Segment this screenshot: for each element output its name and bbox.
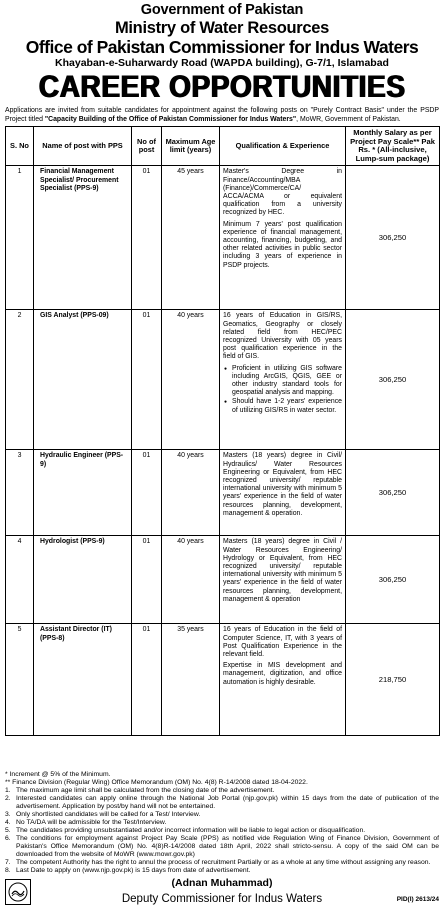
table-row (6, 166, 440, 310)
row-age-limit: 35 years (162, 624, 220, 736)
office-title: Office of Pakistan Commissioner for Indus Waters (25, 37, 419, 57)
signatory-designation: Deputy Commissioner for Indus Waters (121, 893, 323, 905)
note-text: Only shortlisted candidates will be called for a Test/ Interview. (16, 811, 201, 818)
qualification-text: 16 years of Education in GIS/RS, Geomatics, Geography or closely related field from HEC/PEC recognized University with 05 years post qualification experience in the field of GIS. (223, 312, 342, 361)
table-row (6, 624, 440, 736)
note-item (5, 795, 439, 811)
table-header-row (6, 127, 440, 166)
note-text: The maximum age limit shall be calculated from the closing date of the advertisement. (16, 787, 275, 794)
header-sno: S. No (6, 127, 34, 166)
row-post-name: Assistant Director (IT) (PPS-8) (34, 624, 132, 736)
note-number: 2. (5, 795, 11, 802)
table-row (6, 450, 440, 536)
signatory-name: (Adnan Muhammad) (171, 877, 273, 889)
header-qualification: Qualification & Experience (220, 127, 346, 166)
row-post-name: Hydrologist (PPS-9) (34, 536, 132, 624)
row-salary: 306,250 (346, 310, 440, 450)
row-qualification (220, 310, 346, 450)
row-qualification (220, 624, 346, 736)
row-sno: 5 (6, 624, 34, 736)
note-increment: * Increment @ 5% of the Minimum. (5, 771, 111, 778)
career-banner: CAREER OPPORTUNITIES (38, 69, 406, 104)
row-post-name: Financial Management Specialist/ Procurement Specialist (PPS-9) (34, 166, 132, 310)
row-age-limit: 40 years (162, 450, 220, 536)
ministry-title: Ministry of Water Resources (114, 19, 330, 37)
office-address: Khayaban-e-Suharwardy Road (WAPDA building), G-7/1, Islamabad (55, 57, 389, 69)
posts-table (5, 126, 440, 736)
row-no-of-post: 01 (132, 624, 162, 736)
bullet-item: ● Should have 1-2 years' experience of utilizing GIS/RS in water sector. (223, 398, 342, 414)
header-no-of-post: No of post (132, 127, 162, 166)
row-sno: 4 (6, 536, 34, 624)
row-sno: 2 (6, 310, 34, 450)
qualification-text: Master's Degree in Finance/Accounting/MBA (Finance)/Commerce/CA/ ACCA/ACMA or equivalent qualification from a university recognized by HEC. (223, 168, 342, 217)
row-qualification (220, 166, 346, 310)
row-salary: 218,750 (346, 624, 440, 736)
project-title: "Capacity Building of the Office of Pakistan Commissioner for Indus Waters" (44, 116, 297, 123)
note-text: The conditions for employment against Project Pay Scale (PPS) as notified vide Regulation Wing of Finance Division, Government of Pakistan's Office Memorandum (OM) No. 4(8)R-14/2008 dated 18th April, 2022 shall stricto-sensu. A copy of the said OM can be downloaded from the website of MoWR (www.mowr.gov.pk) (16, 835, 439, 858)
row-no-of-post: 01 (132, 166, 162, 310)
row-salary: 306,250 (346, 450, 440, 536)
note-number: 5. (5, 827, 11, 834)
note-item (5, 787, 439, 795)
table-row (6, 536, 440, 624)
row-no-of-post: 01 (132, 536, 162, 624)
row-post-name: Hydraulic Engineer (PPS-9) (34, 450, 132, 536)
row-sno: 3 (6, 450, 34, 536)
note-number: 6. (5, 835, 11, 842)
note-item (5, 859, 439, 867)
note-item (5, 835, 439, 859)
qualification-bullets (223, 365, 342, 415)
note-text: Interested candidates can apply online through the National Job Portal (njp.gov.pk) within 15 days from the date of publication of the advertisement. Application by post/by hand will not be entertained. (16, 795, 439, 810)
row-salary: 306,250 (346, 536, 440, 624)
row-qualification (220, 536, 346, 624)
note-item (5, 867, 439, 875)
notes-section (5, 771, 439, 875)
pid-number: PID(I) 2613/24 (396, 896, 439, 903)
note-number: 4. (5, 819, 11, 826)
table-row (6, 310, 440, 450)
note-text: No TA/DA will be admissible for the Test/Interview. (16, 819, 167, 826)
note-text: Last Date to apply on (www.njp.gov.pk) is 15 days from date of advertisement. (16, 867, 251, 874)
row-qualification (220, 450, 346, 536)
intro-paragraph (5, 106, 439, 124)
bullet-item: ● Proficient in utilizing GIS software including ArcGIS, QGIS, GEE or other industry standard tools for geospatial analysis and mapping. (223, 365, 342, 398)
row-post-name: GIS Analyst (PPS-09) (34, 310, 132, 450)
header-age-limit: Maximum Age limit (years) (162, 127, 220, 166)
qualification-text: Masters (18 years) degree in Civil / Water Resources Engineering/ Hydrology or Equivalent, from HEC recognized university/ reputable international university with minimum 5 years' experience in the field of water resources planning, development, management & operation (223, 538, 342, 603)
intro-text-1: Applications are invited from suitable candidates for appointment against the following posts on "Purely Contract Basis" under the PSDP Project titled (5, 107, 439, 123)
experience-text: Expertise in MIS development and management, digitization, and office automation is highly desirable. (223, 662, 342, 686)
note-number: 1. (5, 787, 11, 794)
note-item (5, 819, 439, 827)
qualification-text: Masters (18 years) degree in Civil/ Hydraulics/ Water Resources Engineering or Equivalent, from HEC recognized university/ reputable international university with minimum 5 years' experience in the field of water resources planning, development, management & operation. (223, 452, 342, 517)
qualification-text: 16 years of Education in the field of Computer Science, IT, with 3 years of Post Qualification Experience in the relevant field. (223, 626, 342, 658)
note-finance-om: ** Finance Division (Regular Wing) Office Memorandum (OM) No. 4(8) R-14/2008 dated 18-04-2022. (5, 779, 308, 786)
note-item (5, 827, 439, 835)
header-salary: Monthly Salary as per Project Pay Scale** Pak Rs. * (All-inclusive, Lump-sum package) (346, 127, 440, 166)
note-text: The candidates providing unsubstantiated and/or incorrect information will be liable to legal action or disqualification. (16, 827, 366, 834)
note-number: 3. (5, 811, 11, 818)
row-sno: 1 (6, 166, 34, 310)
row-age-limit: 45 years (162, 166, 220, 310)
government-title: Government of Pakistan (140, 2, 304, 18)
intro-text-2: , MoWR, Government of Pakistan. (296, 116, 401, 123)
row-age-limit: 40 years (162, 310, 220, 450)
experience-text: Minimum 7 years' post qualification experience of financial management, accounting, financing, budgeting, and other related activities in public sector including 3 years of experience in PSDP projects. (223, 220, 342, 269)
note-item (5, 811, 439, 819)
note-number: 8. (5, 867, 11, 874)
row-salary: 306,250 (346, 166, 440, 310)
row-age-limit: 40 years (162, 536, 220, 624)
row-no-of-post: 01 (132, 450, 162, 536)
note-text: The competent Authority has the right to annul the process of recruitment Partially or as a whole at any time without assigning any reason. (16, 859, 431, 866)
row-no-of-post: 01 (132, 310, 162, 450)
note-number: 7. (5, 859, 11, 866)
header-post-name: Name of post with PPS (34, 127, 132, 166)
